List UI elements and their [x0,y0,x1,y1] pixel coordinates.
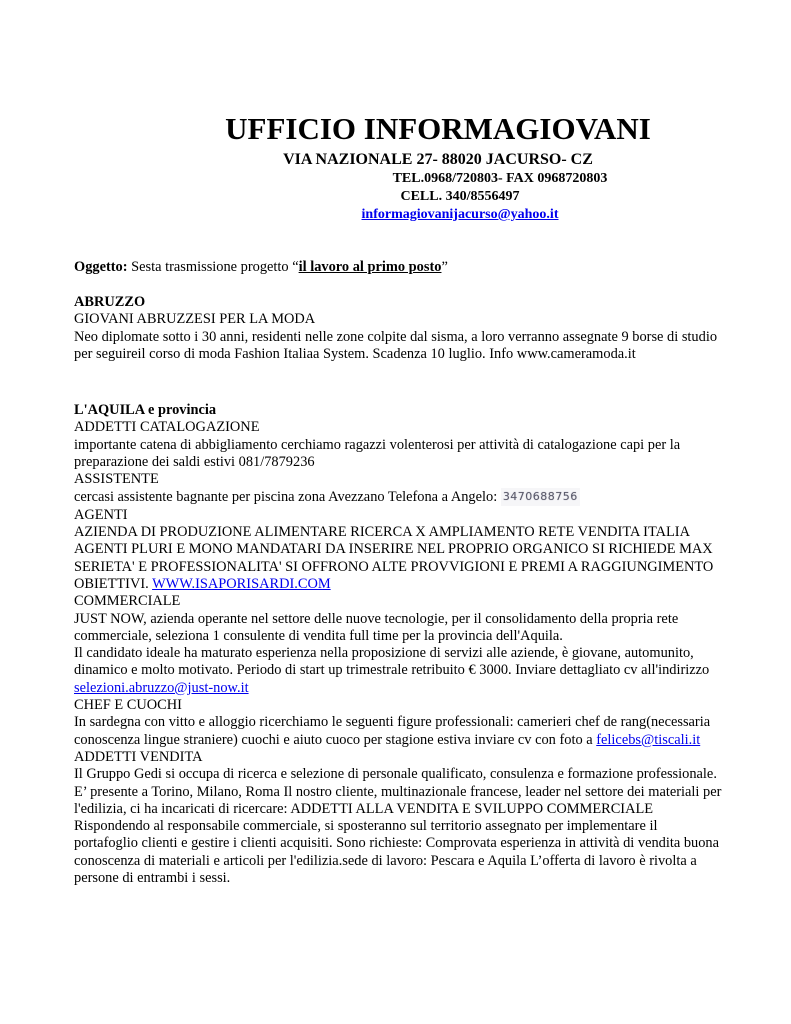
commerciale-body-1: JUST NOW, azienda operante nel settore delle nuove tecnologie, per il consolidamento della propria rete commerciale, seleziona 1 consulente di vendita full time per la provincia dell'Aquila. [74,610,679,644]
commerciale-body-2: Il candidato ideale ha maturato esperienza nella proposizione di servizi alle aziende, è giovane, automunito, dinamico e molto motivato. Periodo di start up trimestrale retribuito € 3000. Inviare dettagliato cv all'indirizzo [74,645,710,679]
assistente-title: ASSISTENTE [74,471,159,488]
aquila-section [74,402,724,887]
abruzzo-listing-body: Neo diplomate sotto i 30 anni, residenti nelle zone colpite dal sisma, a loro verranno assegnate 9 borse di studio per seguireil corso di moda Fashion Italiaa System. Scadenza 10 luglio. Info www.cameramoda.it [74,328,718,362]
assistente-body: cercasi assistente bagnante per piscina zona Avezzano Telefona a Angelo: [74,489,501,506]
commerciale-row [74,645,724,697]
subject-project: il lavoro al primo posto [298,259,442,275]
vendita-body-1: Il Gruppo Gedi si occupa di ricerca e selezione di personale qualificato, consulenza e formazione professionale. E’ presente a Torino, Milano, Roma Il nostro cliente, multinazionale francese, leader nel settore dei materiali per l'edilizia, ci ha incaricati di ricercare: ADDETTI ALLA VENDITA E SVILUPPO COMMERCIALE [74,766,722,817]
assistente-phone-image: 3470688756 [501,488,580,505]
commerciale-title: COMMERCIALE [74,593,181,610]
vendita-title: ADDETTI VENDITA [74,748,203,765]
subject-text: Sesta trasmissione progetto “ [127,259,299,275]
catalogazione-body: importante catena di abbigliamento cerchiamo ragazzi volenterosi per attività di catalogazione capi per la preparazione dei saldi estivi 081/7879236 [74,436,681,470]
chef-email-link[interactable]: felicebs@tiscali.it [596,731,701,748]
office-address: VIA NAZIONALE 27- 88020 JACURSO- CZ [283,151,593,168]
assistente-row [74,488,724,506]
subject-label: Oggetto: [74,259,128,275]
abruzzo-heading: ABRUZZO [74,294,146,310]
abruzzo-listing-title: GIOVANI ABRUZZESI PER LA MODA [74,311,316,328]
office-email-wrap [210,206,710,223]
agenti-body: AZIENDA DI PRODUZIONE ALIMENTARE RICERCA X AMPLIAMENTO RETE VENDITA ITALIA AGENTI PLURI E MONO MANDATARI DA INSERIRE NEL PROPRIO ORGANICO SI RICHIEDE MAX SERIETA' E PROFESSIONALITA' SI OFFRONO ALTE PROVVIGIONI E PREMI A RAGGIUNGIMENTO OBIETTIVI. [74,524,714,592]
catalogazione-title: ADDETTI CATALOGAZIONE [74,419,260,436]
chef-row [74,714,724,749]
agenti-row [74,524,724,593]
office-phone-fax: TEL.0968/720803- FAX 0968720803 [392,171,608,186]
office-mobile: CELL. 340/8556497 [400,189,520,204]
agenti-website-link[interactable]: WWW.ISAPORISARDI.COM [152,575,331,592]
subject-close: ” [441,259,448,275]
chef-body: In sardegna con vitto e alloggio ricerchiamo le seguenti figure professionali: camerieri chef de rang(necessaria conoscenza lingue straniere) cuochi e aiuto cuoco per stagione estiva inviare cv con foto a [74,714,711,748]
agenti-title: AGENTI [74,506,128,523]
commerciale-email-link[interactable]: selezioni.abruzzo@just-now.it [74,679,249,696]
subject-line [74,259,724,276]
aquila-heading: L'AQUILA e provincia [74,402,217,418]
vendita-body-2: Rispondendo al responsabile commerciale, si sposteranno sul territorio assegnato per implementare il portafoglio clienti e gestire i clienti acquisiti. Sono richieste: Comprovata esperienza in attività di vendita buona conoscenza di materiali e articoli per l'edilizia.sede di lavoro: Pescara e Aquila L’offerta di lavoro è rivolta a persone di entrambi i sessi. [74,818,719,887]
office-email-link[interactable]: informagiovanijacurso@yahoo.it [361,207,559,222]
chef-title: CHEF E CUOCHI [74,697,182,714]
page-title: UFFICIO INFORMAGIOVANI [225,111,651,146]
abruzzo-section [74,294,724,363]
